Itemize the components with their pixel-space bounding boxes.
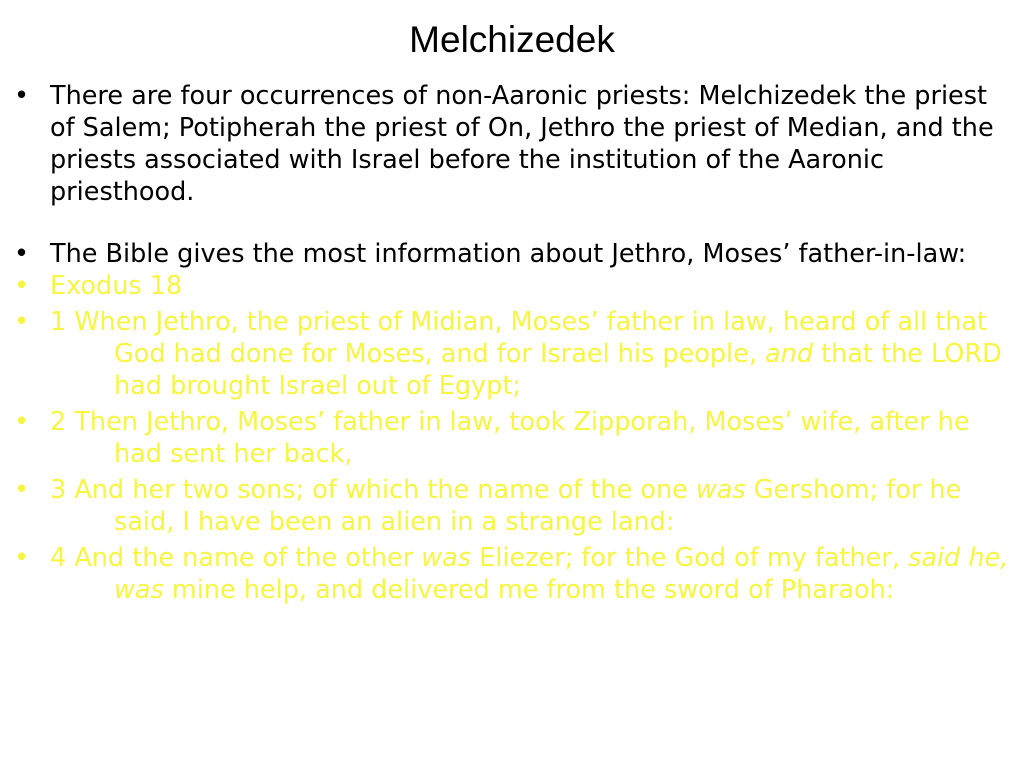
bullet-text: There are four occurrences of non-Aaronic priests: Melchizedek the priest of Salem; Potipherah the priest of On, Jethro the priest of Median, and the priests associated with Israel before the institution of the Aaronic priesthood. — [50, 81, 994, 207]
bullet-item — [14, 238, 1014, 270]
bullet-item — [14, 306, 1014, 402]
bullet-dot: • — [14, 307, 30, 337]
bullet-text: The Bible gives the most information about Jethro, Moses’ father-in-law: — [50, 239, 967, 269]
bullet-dot: • — [14, 407, 30, 437]
bullet-dot: • — [14, 543, 30, 573]
bullet-dot: • — [14, 81, 30, 111]
slide-title: Melchizedek — [409, 19, 615, 60]
bullet-item — [14, 406, 1014, 470]
bullet-item — [14, 542, 1014, 606]
bullet-dot: • — [14, 475, 30, 505]
bullet-item — [14, 270, 1014, 302]
bullet-text: 1 When Jethro, the priest of Midian, Moses’ father in law, heard of all that God had done for Moses, and for Israel his people, and that the LORD had brought Israel out of Egypt; — [50, 307, 1002, 401]
bullet-text: 3 And her two sons; of which the name of the one was Gershom; for he said, I have been an alien in a strange land: — [50, 475, 962, 537]
bullet-item — [14, 474, 1014, 538]
bullet-dot: • — [14, 239, 30, 269]
bullet-item — [14, 80, 1014, 208]
bullet-dot: • — [14, 271, 30, 301]
bullet-list — [14, 80, 1014, 610]
bullet-text: 2 Then Jethro, Moses’ father in law, took Zipporah, Moses’ wife, after he had sent her back, — [50, 407, 970, 469]
bullet-text: Exodus 18 — [50, 271, 183, 301]
bullet-text: 4 And the name of the other was Eliezer; for the God of my father, said he, was mine help, and delivered me from the sword of Pharaoh: — [50, 543, 1009, 605]
